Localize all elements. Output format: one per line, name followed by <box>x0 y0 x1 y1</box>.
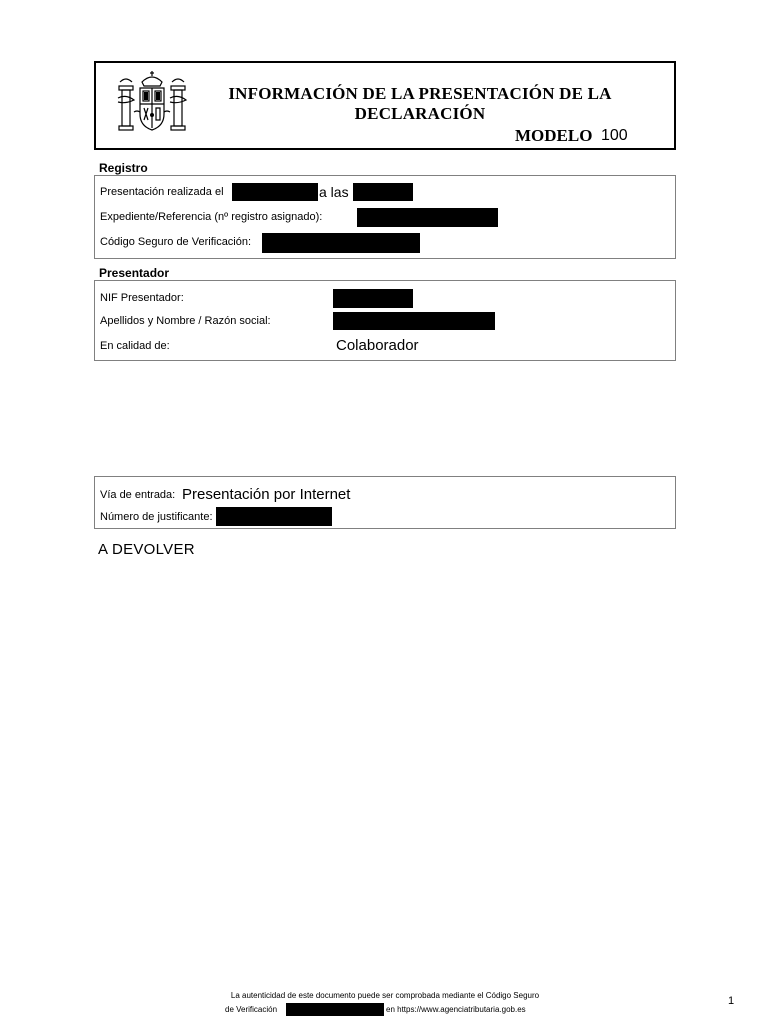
page-number: 1 <box>728 995 735 1007</box>
nombre-label: Apellidos y Nombre / Razón social: <box>100 315 271 327</box>
via-entrada-label: Vía de entrada: <box>100 489 176 501</box>
footer-verification-prefix: de Verificación <box>225 1005 278 1014</box>
presentacion-date-label: Presentación realizada el <box>100 186 224 198</box>
a-las-label: a las <box>319 184 349 200</box>
modelo-label: MODELO <box>515 126 593 145</box>
presentador-section-title: Presentador <box>99 266 170 280</box>
redacted-footer-csv <box>286 1003 384 1016</box>
redacted-justificante <box>216 507 332 526</box>
redacted-time <box>353 183 413 201</box>
redacted-expediente <box>357 208 498 227</box>
via-entrada-value: Presentación por Internet <box>182 486 351 503</box>
nif-label: NIF Presentador: <box>100 292 184 304</box>
modelo-number: 100 <box>601 127 628 144</box>
expediente-label: Expediente/Referencia (nº registro asignado): <box>100 211 323 223</box>
justificante-label: Número de justificante: <box>100 511 213 523</box>
redacted-date <box>232 183 318 201</box>
redacted-nif <box>333 289 413 308</box>
redacted-csv <box>262 233 420 253</box>
result-status: A DEVOLVER <box>98 541 195 558</box>
csv-label: Código Seguro de Verificación: <box>100 236 252 248</box>
registro-section-title: Registro <box>99 161 148 175</box>
spain-coat-of-arms-icon <box>114 68 190 140</box>
document-title-line-1: INFORMACIÓN DE LA PRESENTACIÓN DE LA <box>228 84 612 103</box>
footer-verification-url: en https://www.agenciatributaria.gob.es <box>386 1005 526 1014</box>
document-title-line-2: DECLARACIÓN <box>354 104 486 123</box>
calidad-label: En calidad de: <box>100 340 170 352</box>
calidad-value: Colaborador <box>336 337 419 354</box>
redacted-nombre <box>333 312 495 330</box>
footer-authenticity-text: La autenticidad de este documento puede ser comprobada mediante el Código Seguro <box>230 991 540 1000</box>
